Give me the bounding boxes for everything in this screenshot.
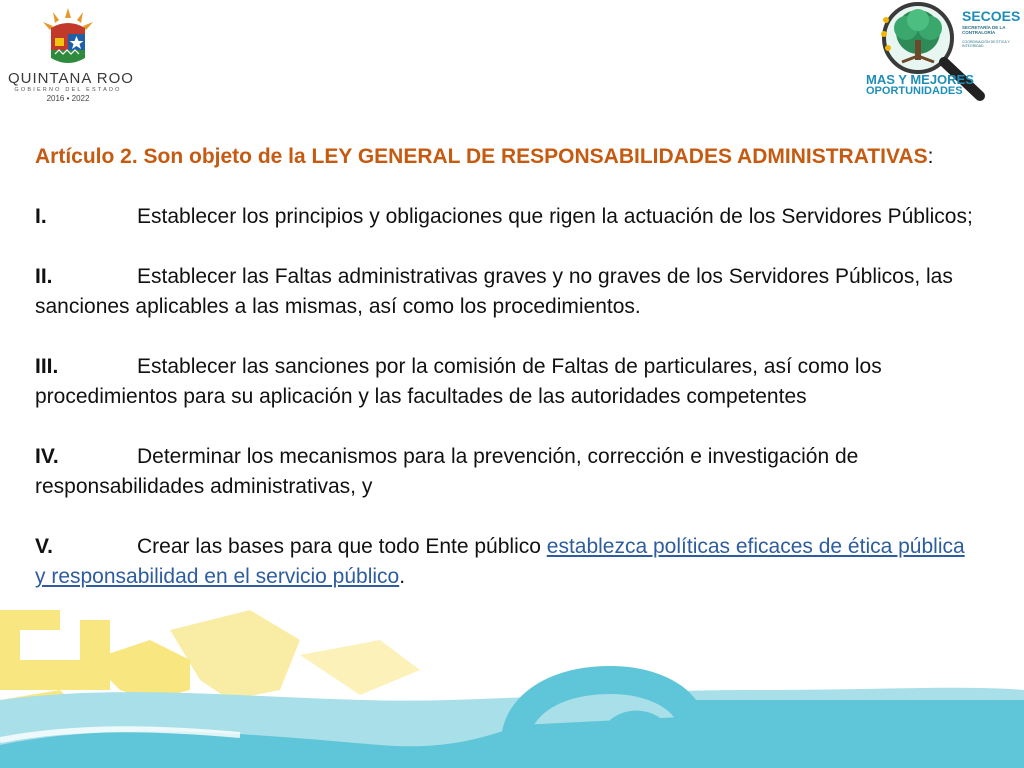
article-item-end: .	[399, 565, 406, 588]
article-item-number: IV.	[35, 445, 59, 468]
quintana-roo-shield-icon	[37, 6, 99, 68]
ethics-policy-link[interactable]: establezca políticas eficaces de ética pública y responsabilidad en el servicio público	[35, 535, 965, 588]
secoes-logo	[862, 0, 1024, 110]
article-item-number: V.	[35, 535, 53, 558]
article-item-text: Establecer las Faltas administrativas graves y no graves de los Servidores Públicos, las sanciones aplicables a las mismas, así como los procedimientos.	[35, 265, 953, 318]
quintana-roo-logo	[8, 6, 134, 106]
article-item-number: I.	[35, 205, 47, 228]
article-item-2	[35, 262, 980, 322]
secoes-subtitle: SECRETARÍA DE LA CONTRALORÍA	[962, 25, 1006, 35]
article-item-number: III.	[35, 355, 59, 378]
article-item-3	[35, 352, 980, 412]
secoes-slogan-line1: MAS Y MEJORES	[866, 72, 974, 87]
article-item-text: Establecer los principios y obligaciones que rigen la actuación de los Servidores Públicos;	[137, 205, 973, 228]
secoes-slogan-line2: OPORTUNIDADES	[866, 85, 963, 97]
article-item-4	[35, 442, 980, 502]
article-heading	[35, 142, 980, 172]
quintana-roo-years: 2016 • 2022	[46, 94, 90, 103]
secoes-title: SECOES	[962, 8, 1021, 24]
article-content	[35, 142, 980, 592]
article-item-text: Determinar los mecanismos para la prevención, corrección e investigación de responsabilidades administrativas, y	[35, 445, 859, 498]
article-item-text: Establecer las sanciones por la comisión de Faltas de particulares, así como los procedimientos para su aplicación y las facultades de las autoridades competentes	[35, 355, 882, 408]
quintana-roo-name: QUINTANA ROO	[8, 70, 134, 87]
secoes-subtitle-2: COORDINACIÓN DE ÉTICA Y INTEGRIDAD	[962, 40, 1010, 48]
article-heading-text: Artículo 2. Son objeto de la LEY GENERAL DE RESPONSABILIDADES ADMINISTRATIVAS	[35, 145, 928, 168]
article-heading-colon: :	[927, 145, 934, 168]
article-item-text: Crear las bases para que todo Ente público	[137, 535, 547, 558]
article-item-1	[35, 202, 980, 232]
article-item-number: II.	[35, 265, 53, 288]
quintana-roo-subtitle: GOBIERNO DEL ESTADO	[14, 87, 122, 93]
article-item-5	[35, 532, 980, 592]
